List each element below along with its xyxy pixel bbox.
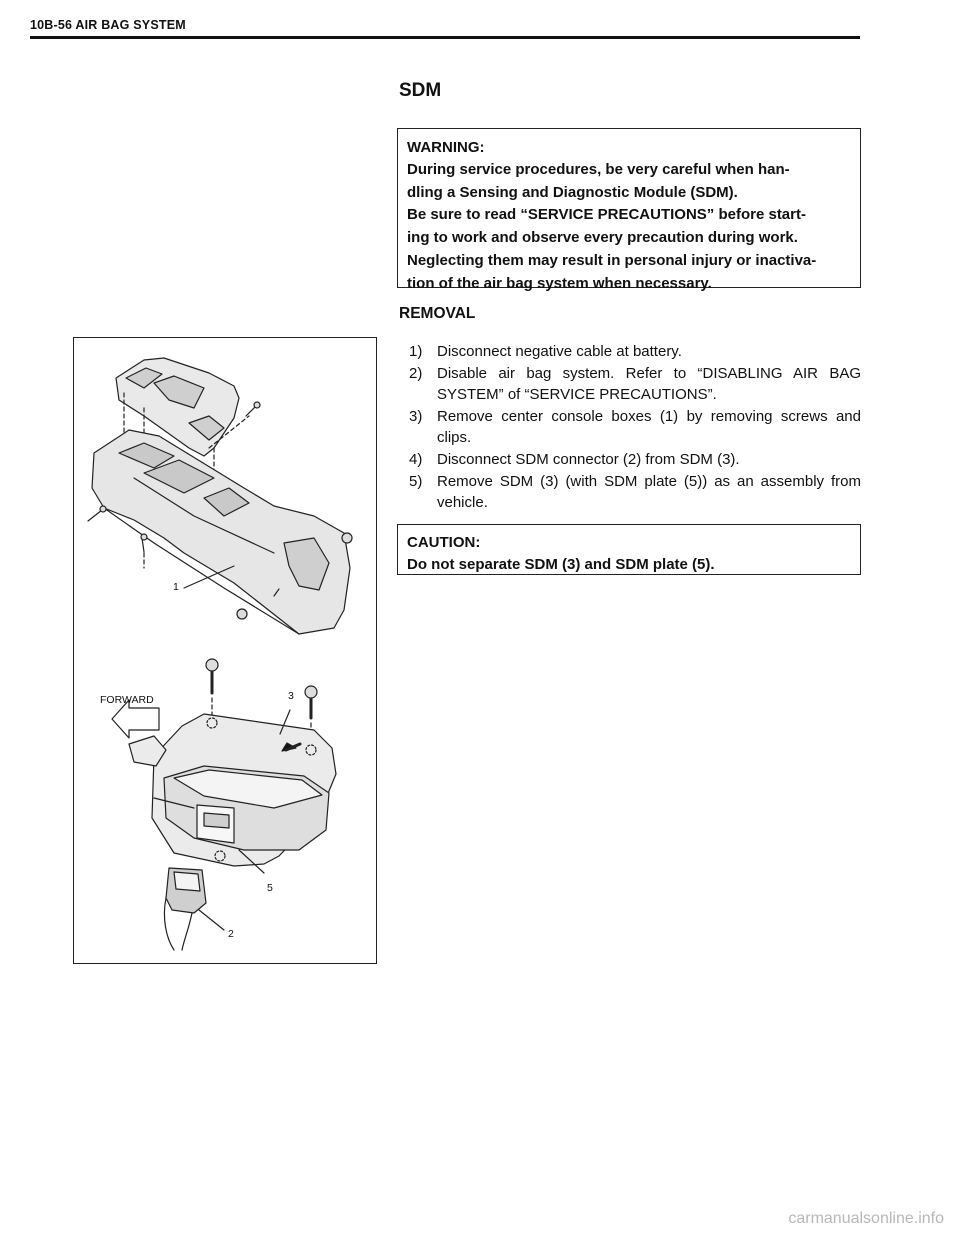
console-body — [92, 430, 350, 634]
warning-heading: WARNING: — [407, 139, 485, 156]
removal-heading: REMOVAL — [399, 305, 476, 322]
callout-1: 1 — [173, 581, 179, 593]
sdm-connector-pins — [204, 813, 229, 828]
screw-head — [141, 534, 147, 540]
screw — [88, 510, 102, 521]
watermark: carmanualsonline.info — [788, 1210, 944, 1227]
warning-line: Be sure to read “SERVICE PRECAUTIONS” before start- — [407, 206, 806, 224]
forward-label: FORWARD — [100, 694, 154, 706]
page-header — [30, 16, 860, 39]
wire-harness — [182, 913, 192, 950]
list-item — [409, 471, 861, 514]
callout-leader — [199, 910, 224, 930]
removal-steps — [409, 341, 861, 514]
warning-line: ing to work and observe every precaution during work. — [407, 229, 798, 247]
list-item — [409, 363, 861, 406]
step-text: Disconnect SDM connector (2) from SDM (3). — [437, 450, 740, 468]
warning-line: Neglecting them may result in personal injury or inactiva- — [407, 251, 817, 269]
caution-text: Do not separate SDM (3) and SDM plate (5). — [407, 556, 715, 573]
step-text: Remove center console boxes (1) by removing screws and clips. — [437, 407, 861, 447]
caution-box — [397, 524, 861, 575]
callout-5: 5 — [267, 882, 273, 894]
bolt-head — [305, 686, 317, 698]
warning-line: During service procedures, be very careful when han- — [407, 161, 790, 178]
sdm-connector-face — [174, 872, 200, 891]
list-item — [409, 406, 861, 449]
clip — [237, 609, 247, 619]
illustration-drawing — [74, 338, 376, 963]
warning-box — [397, 128, 861, 292]
list-item — [409, 341, 861, 363]
step-number: 5) — [409, 472, 423, 490]
step-text: Disconnect negative cable at battery. — [437, 343, 682, 360]
step-number: 4) — [409, 450, 423, 468]
sdm-removal-illustration — [73, 337, 377, 964]
screw-head — [100, 506, 106, 512]
step-text: Remove SDM (3) (with SDM plate (5)) as an assembly from vehicle. — [437, 472, 861, 512]
bolt-head — [206, 659, 218, 671]
warning-line: tion of the air bag system when necessary. — [407, 274, 712, 292]
list-item — [409, 449, 861, 471]
step-number: 1) — [409, 343, 423, 360]
step-text: Disable air bag system. Refer to “DISABLING AIR BAG SYSTEM” of “SERVICE PRECAUTIONS”. — [437, 364, 861, 404]
step-number: 2) — [409, 364, 423, 382]
screw-head — [254, 402, 260, 408]
section-title: SDM — [399, 80, 442, 101]
callout-3: 3 — [288, 690, 294, 702]
clip — [342, 533, 352, 543]
callout-2: 2 — [228, 928, 234, 940]
step-number: 3) — [409, 407, 423, 425]
warning-line: dling a Sensing and Diagnostic Module (SDM). — [407, 183, 738, 201]
caution-heading: CAUTION: — [407, 534, 481, 551]
header-title: 10B-56 AIR BAG SYSTEM — [30, 18, 186, 32]
